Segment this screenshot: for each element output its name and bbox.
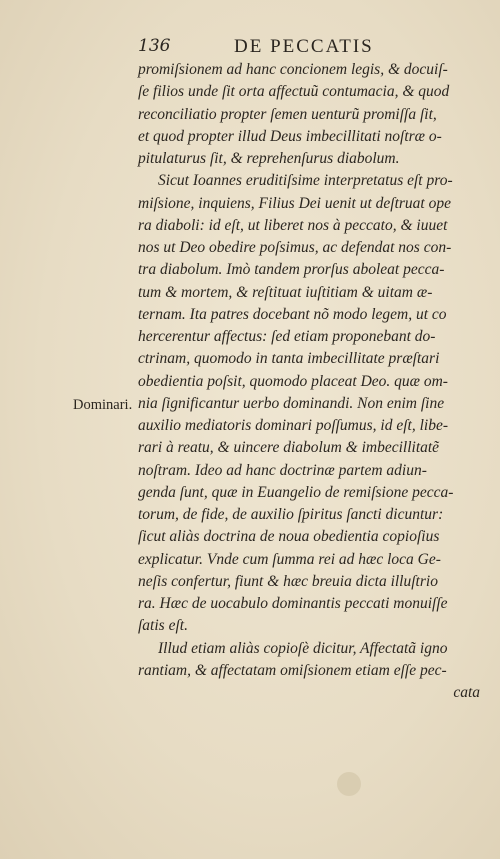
text-line: explicatur. Vnde cum ſumma rei ad hæc loca Ge-: [138, 550, 441, 568]
text-line: miſsione, inquiens, Filius Dei uenit ut deſtruat ope: [138, 194, 451, 212]
text-line: tra diabolum. Imò tandem prorſus aboleat pecca-: [138, 261, 445, 279]
running-title: DE PECCATIS: [234, 36, 374, 57]
text-line: promiſsionem ad hanc concionem legis, & docuiſ-: [138, 61, 448, 78]
catchword: cata: [453, 684, 480, 701]
text-line: noſtram. Ideo ad hanc doctrinæ partem adiun-: [138, 461, 427, 479]
main-text: [138, 59, 498, 704]
text-line: ſicut aliàs doctrina de noua obedientia copioſius: [138, 528, 440, 546]
text-line: ſe filios unde ſit orta affectuũ contumacia, & quod: [138, 83, 450, 101]
text-line: nia ſignificantur uerbo dominandi. Non enim ſine: [138, 394, 445, 412]
paper-stain: [337, 772, 361, 796]
text-line: tum & mortem, & reſtituat iuſtitiam & uitam æ-: [138, 283, 433, 301]
text-line: hercerentur affectus: ſed etiam proponebant do-: [138, 328, 436, 345]
text-line: pitulaturus ſit, & reprehenſurus diabolum.: [138, 150, 400, 167]
text-line: nos ut Deo obedire poſsimus, ac defendat nos con-: [138, 239, 452, 256]
text-line: ternam. Ita patres docebant nõ modo legem, ut co: [138, 305, 447, 323]
margin-note: Dominari.: [73, 397, 133, 413]
text-line: ctrinam, quomodo in tanta imbecillitate præſtari: [138, 350, 440, 368]
text-line: ſatis eſt.: [138, 617, 188, 635]
text-line: reconciliatio propter ſemen uenturũ promiſſa ſit,: [138, 105, 437, 123]
text-line: et quod propter illud Deus imbecillitati noſtræ o-: [138, 127, 442, 145]
text-line: torum, de fide, de auxilio ſpiritus ſancti dicuntur:: [138, 506, 444, 523]
page-header: [138, 36, 458, 60]
text-line: genda ſunt, quæ in Euangelio de remiſsione pecca-: [138, 483, 454, 501]
text-line: ra. Hæc de uocabulo dominantis peccati monuiſſe: [138, 595, 448, 612]
text-line: Illud etiam aliàs copioſè dicitur, Affectatã igno: [158, 639, 448, 657]
text-line: Sicut Ioannes eruditiſsime interpretatus eſt pro-: [158, 172, 453, 190]
text-line: rantiam, & affectatam omiſsionem etiam eſſe pec-: [138, 661, 447, 679]
text-line: auxilio mediatoris dominari poſſumus, id eſt, libe-: [138, 417, 448, 434]
page-number: 136: [138, 36, 171, 56]
text-line: rari à reatu, & uincere diabolum & imbecillitatẽ: [138, 439, 440, 457]
text-line: obedientia poſsit, quomodo placeat Deo. quæ om-: [138, 372, 448, 390]
text-line: neſis confertur, fiunt & hæc breuia dicta illuſtrio: [138, 572, 438, 590]
text-line: ra diaboli: id eſt, ut liberet nos à peccato, & iuuet: [138, 216, 448, 234]
